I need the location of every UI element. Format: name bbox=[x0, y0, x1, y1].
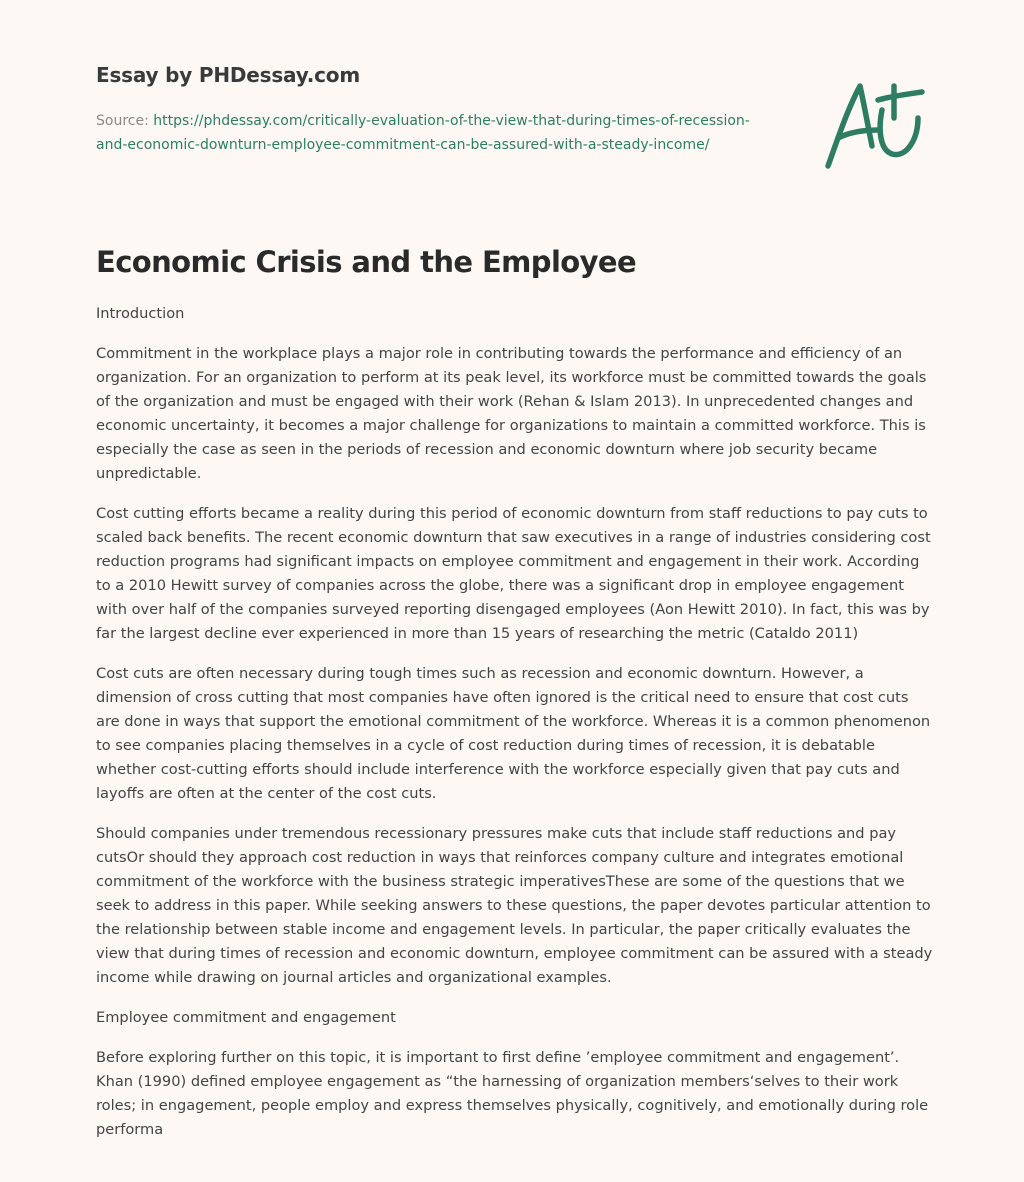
source-line bbox=[96, 109, 756, 157]
essay-title: Economic Crisis and the Employee bbox=[96, 245, 637, 279]
essay-paragraph: Cost cuts are often necessary during tough times such as recession and economic downturn. However, a dimension of cross cutting that most companies have often ignored is the critical need to ensure that cost cuts are done in ways that support the emotional commitment of the workforce. Whereas it is a common phenomenon to see companies placing themselves in a cycle of cost reduction during times of recession, it is debatable whether cost-cutting efforts should include interference with the workforce especially given that pay cuts and layoffs are often at the center of the cost cuts. bbox=[96, 665, 931, 802]
essay-body bbox=[96, 302, 936, 1158]
essay-paragraph: Should companies under tremendous recessionary pressures make cuts that include staff reductions and pay cutsOr should they approach cost reduction in ways that reinforces company culture and integrates emotional commitment of the workforce with the business strategic imperativesThese are some of the questions that we seek to address in this paper. While seeking answers to these questions, the paper devotes particular attention to the relationship between stable income and engagement levels. In particular, the paper critically evaluates the view that during times of recession and economic downturn, employee commitment can be assured with a steady income while drawing on journal articles and organizational examples. bbox=[96, 825, 933, 986]
site-title: Essay by PHDessay.com bbox=[96, 63, 360, 87]
page-header bbox=[96, 60, 756, 157]
source-link[interactable]: https://phdessay.com/critically-evaluation-of-the-view-that-during-times-of-recession-and-economic-downturn-employee-commitment-can-be-assured-with-a-steady-income/ bbox=[96, 113, 750, 153]
section-heading-introduction: Introduction bbox=[96, 305, 185, 322]
section-heading-employee-commitment: Employee commitment and engagement bbox=[96, 1009, 396, 1026]
essay-paragraph: Before exploring further on this topic, it is important to first define ’employee commitment and engagement’. Khan (1990) defined employee engagement as “the harnessing of organization members‘selves to their work roles; in engagement, people employ and express themselves physically, cognitively, and emotionally during role performa bbox=[96, 1049, 929, 1138]
essay-paragraph: Commitment in the workplace plays a major role in contributing towards the performance and efficiency of an organization. For an organization to perform at its peak level, its workforce must be committed towards the goals of the organization and must be engaged with their work (Rehan & Islam 2013). In unprecedented changes and economic uncertainty, it becomes a major challenge for organizations to maintain a committed workforce. This is especially the case as seen in the periods of recession and economic downturn where job security became unpredictable. bbox=[96, 345, 927, 482]
a-plus-grade-icon bbox=[820, 74, 930, 178]
essay-paragraph: Cost cutting efforts became a reality during this period of economic downturn from staff reductions to pay cuts to scaled back benefits. The recent economic downturn that saw executives in a range of industries considering cost reduction programs had significant impacts on employee commitment and engagement in their work. According to a 2010 Hewitt survey of companies across the globe, there was a significant drop in employee engagement with over half of the companies surveyed reporting disengaged employees (Aon Hewitt 2010). In fact, this was by far the largest decline ever experienced in more than 15 years of researching the metric (Cataldo 2011) bbox=[96, 505, 931, 642]
source-label: Source: bbox=[96, 113, 154, 129]
